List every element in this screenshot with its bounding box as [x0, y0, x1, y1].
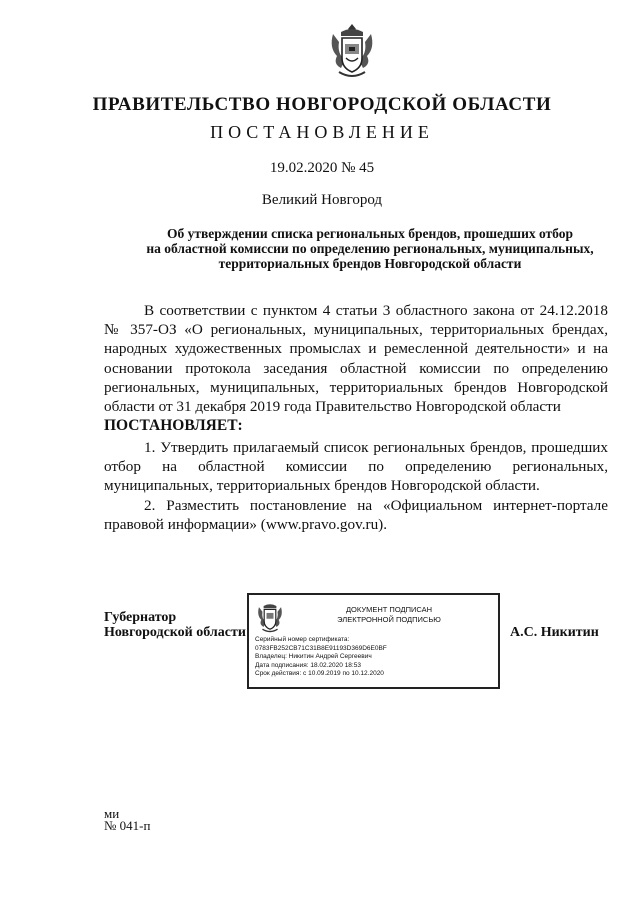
decree-item: 1. Утвердить прилагаемый список региональных брендов, прошедших отбор на областной комиссии по определению региональных, муниципальных, территориальных брендов Новгородской области.: [104, 439, 608, 495]
stamp-title: [289, 605, 489, 625]
electronic-signature-stamp: [247, 593, 500, 689]
heading-line: территориальных брендов Новгородской области: [218, 256, 522, 271]
stamp-details: [255, 636, 495, 679]
executor-note: [104, 808, 150, 832]
decree-items: [104, 438, 608, 534]
document-date-number: 19.02.2020 № 45: [269, 160, 375, 176]
signatory-role-line: Губернатор: [104, 610, 177, 625]
coat-of-arms-icon: [327, 20, 377, 82]
stamp-validity: Срок действия: с 10.09.2019 по 10.12.2020: [255, 670, 384, 678]
document-city: Великий Новгород: [261, 192, 383, 208]
document-heading: [100, 226, 640, 271]
stamp-signed-date: Дата подписания: 18.02.2020 18:53: [255, 661, 361, 669]
executor-initials: ми: [104, 806, 120, 821]
stamp-cert-label: Серийный номер сертификата:: [255, 636, 350, 643]
document-reference: № 041-п: [104, 818, 151, 833]
signatory-name: А.С. Никитин: [510, 625, 599, 640]
signatory-role: [104, 610, 246, 640]
preamble-paragraph: В соответствии с пунктом 4 статьи 3 областного закона от 24.12.2018 № 357-ОЗ «О региональных, муниципальных, территориальных брендах, народных художественных промыслах и ремесленной деятельности» и на основании протокола заседания областной комиссии по определению региональных, муниципальных, территориальных брендов Новгородской области от 31 декабря 2019 года Правительство Новгородской области: [104, 302, 608, 416]
stamp-title-line: ЭЛЕКТРОННОЙ ПОДПИСЬЮ: [337, 615, 441, 624]
decree-word: ПОСТАНОВЛЯЕТ:: [104, 417, 243, 434]
stamp-owner: Владелец: Никитин Андрей Сергеевич: [255, 653, 372, 661]
signatory-role-line: Новгородской области: [104, 625, 246, 640]
stamp-cert-number: 0783FB252CB71C31B8E91193D369D6E0BF: [255, 644, 387, 652]
decree-item: 2. Разместить постановление на «Официальном интернет-портале правовой информации» (www.pravo.gov.ru).: [104, 496, 608, 533]
body-section: [104, 301, 608, 416]
government-title: ПРАВИТЕЛЬСТВО НОВГОРОДСКОЙ ОБЛАСТИ: [92, 94, 552, 115]
heading-line: Об утверждении списка региональных брендов, прошедших отбор: [166, 226, 574, 241]
document-type: ПОСТАНОВЛЕНИЕ: [210, 122, 434, 142]
coat-of-arms-icon: [255, 599, 285, 635]
heading-line: на областной комиссии по определению региональных, муниципальных,: [146, 241, 594, 256]
stamp-title-line: ДОКУМЕНТ ПОДПИСАН: [345, 605, 433, 614]
